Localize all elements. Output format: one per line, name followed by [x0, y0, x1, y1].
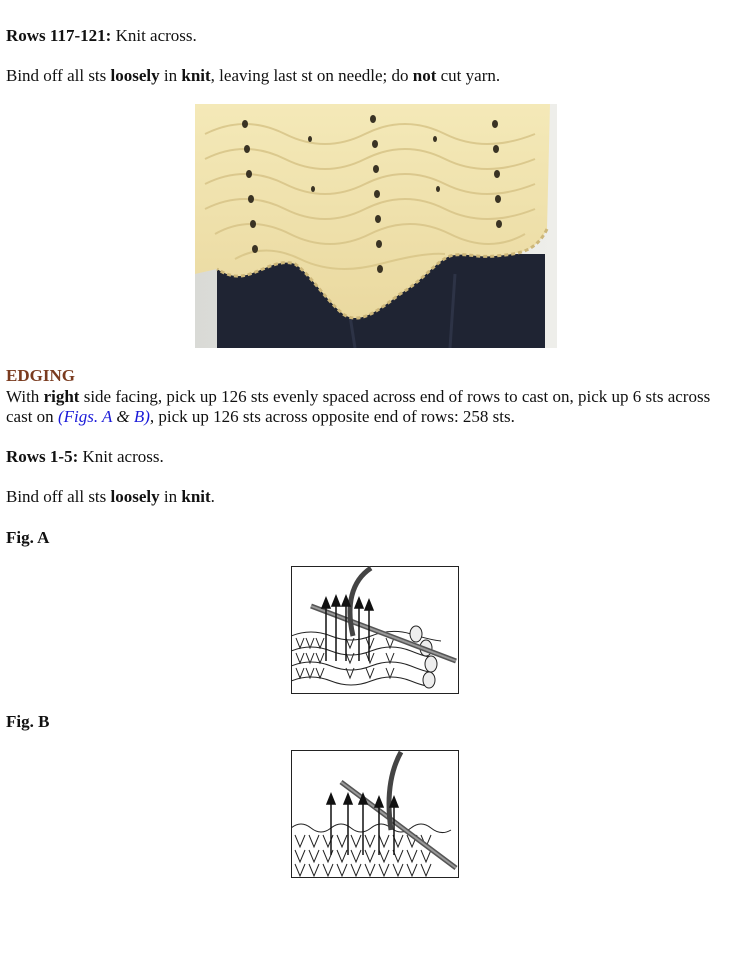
bind-off-edging-instruction: Bind off all sts loosely in knit. — [6, 487, 215, 506]
figs-a-link[interactable]: (Figs. A — [57, 407, 113, 426]
edging-instruction: With right side facing, pick up 126 sts evenly spaced across end of rows to cast on, pick up 6 sts across cast on (Figs. A & B), pick up 126 sts across opposite end of rows: 258 sts. — [6, 387, 711, 426]
fig-b-label: Fig. B — [6, 712, 50, 731]
fig-b-diagram — [291, 750, 459, 878]
edging-heading: EDGING — [6, 366, 75, 385]
fig-a-label: Fig. A — [6, 528, 50, 547]
fig-a-diagram — [291, 566, 459, 694]
rows-1-5-instruction: Rows 1-5: Knit across. — [6, 447, 164, 466]
figs-b-link[interactable]: B) — [133, 407, 150, 426]
bind-off-instruction: Bind off all sts loosely in knit, leaving last st on needle; do not cut yarn. — [6, 66, 501, 85]
shawl-photo — [195, 104, 557, 348]
rows-117-121-instruction: Rows 117-121: Knit across. — [6, 26, 197, 45]
